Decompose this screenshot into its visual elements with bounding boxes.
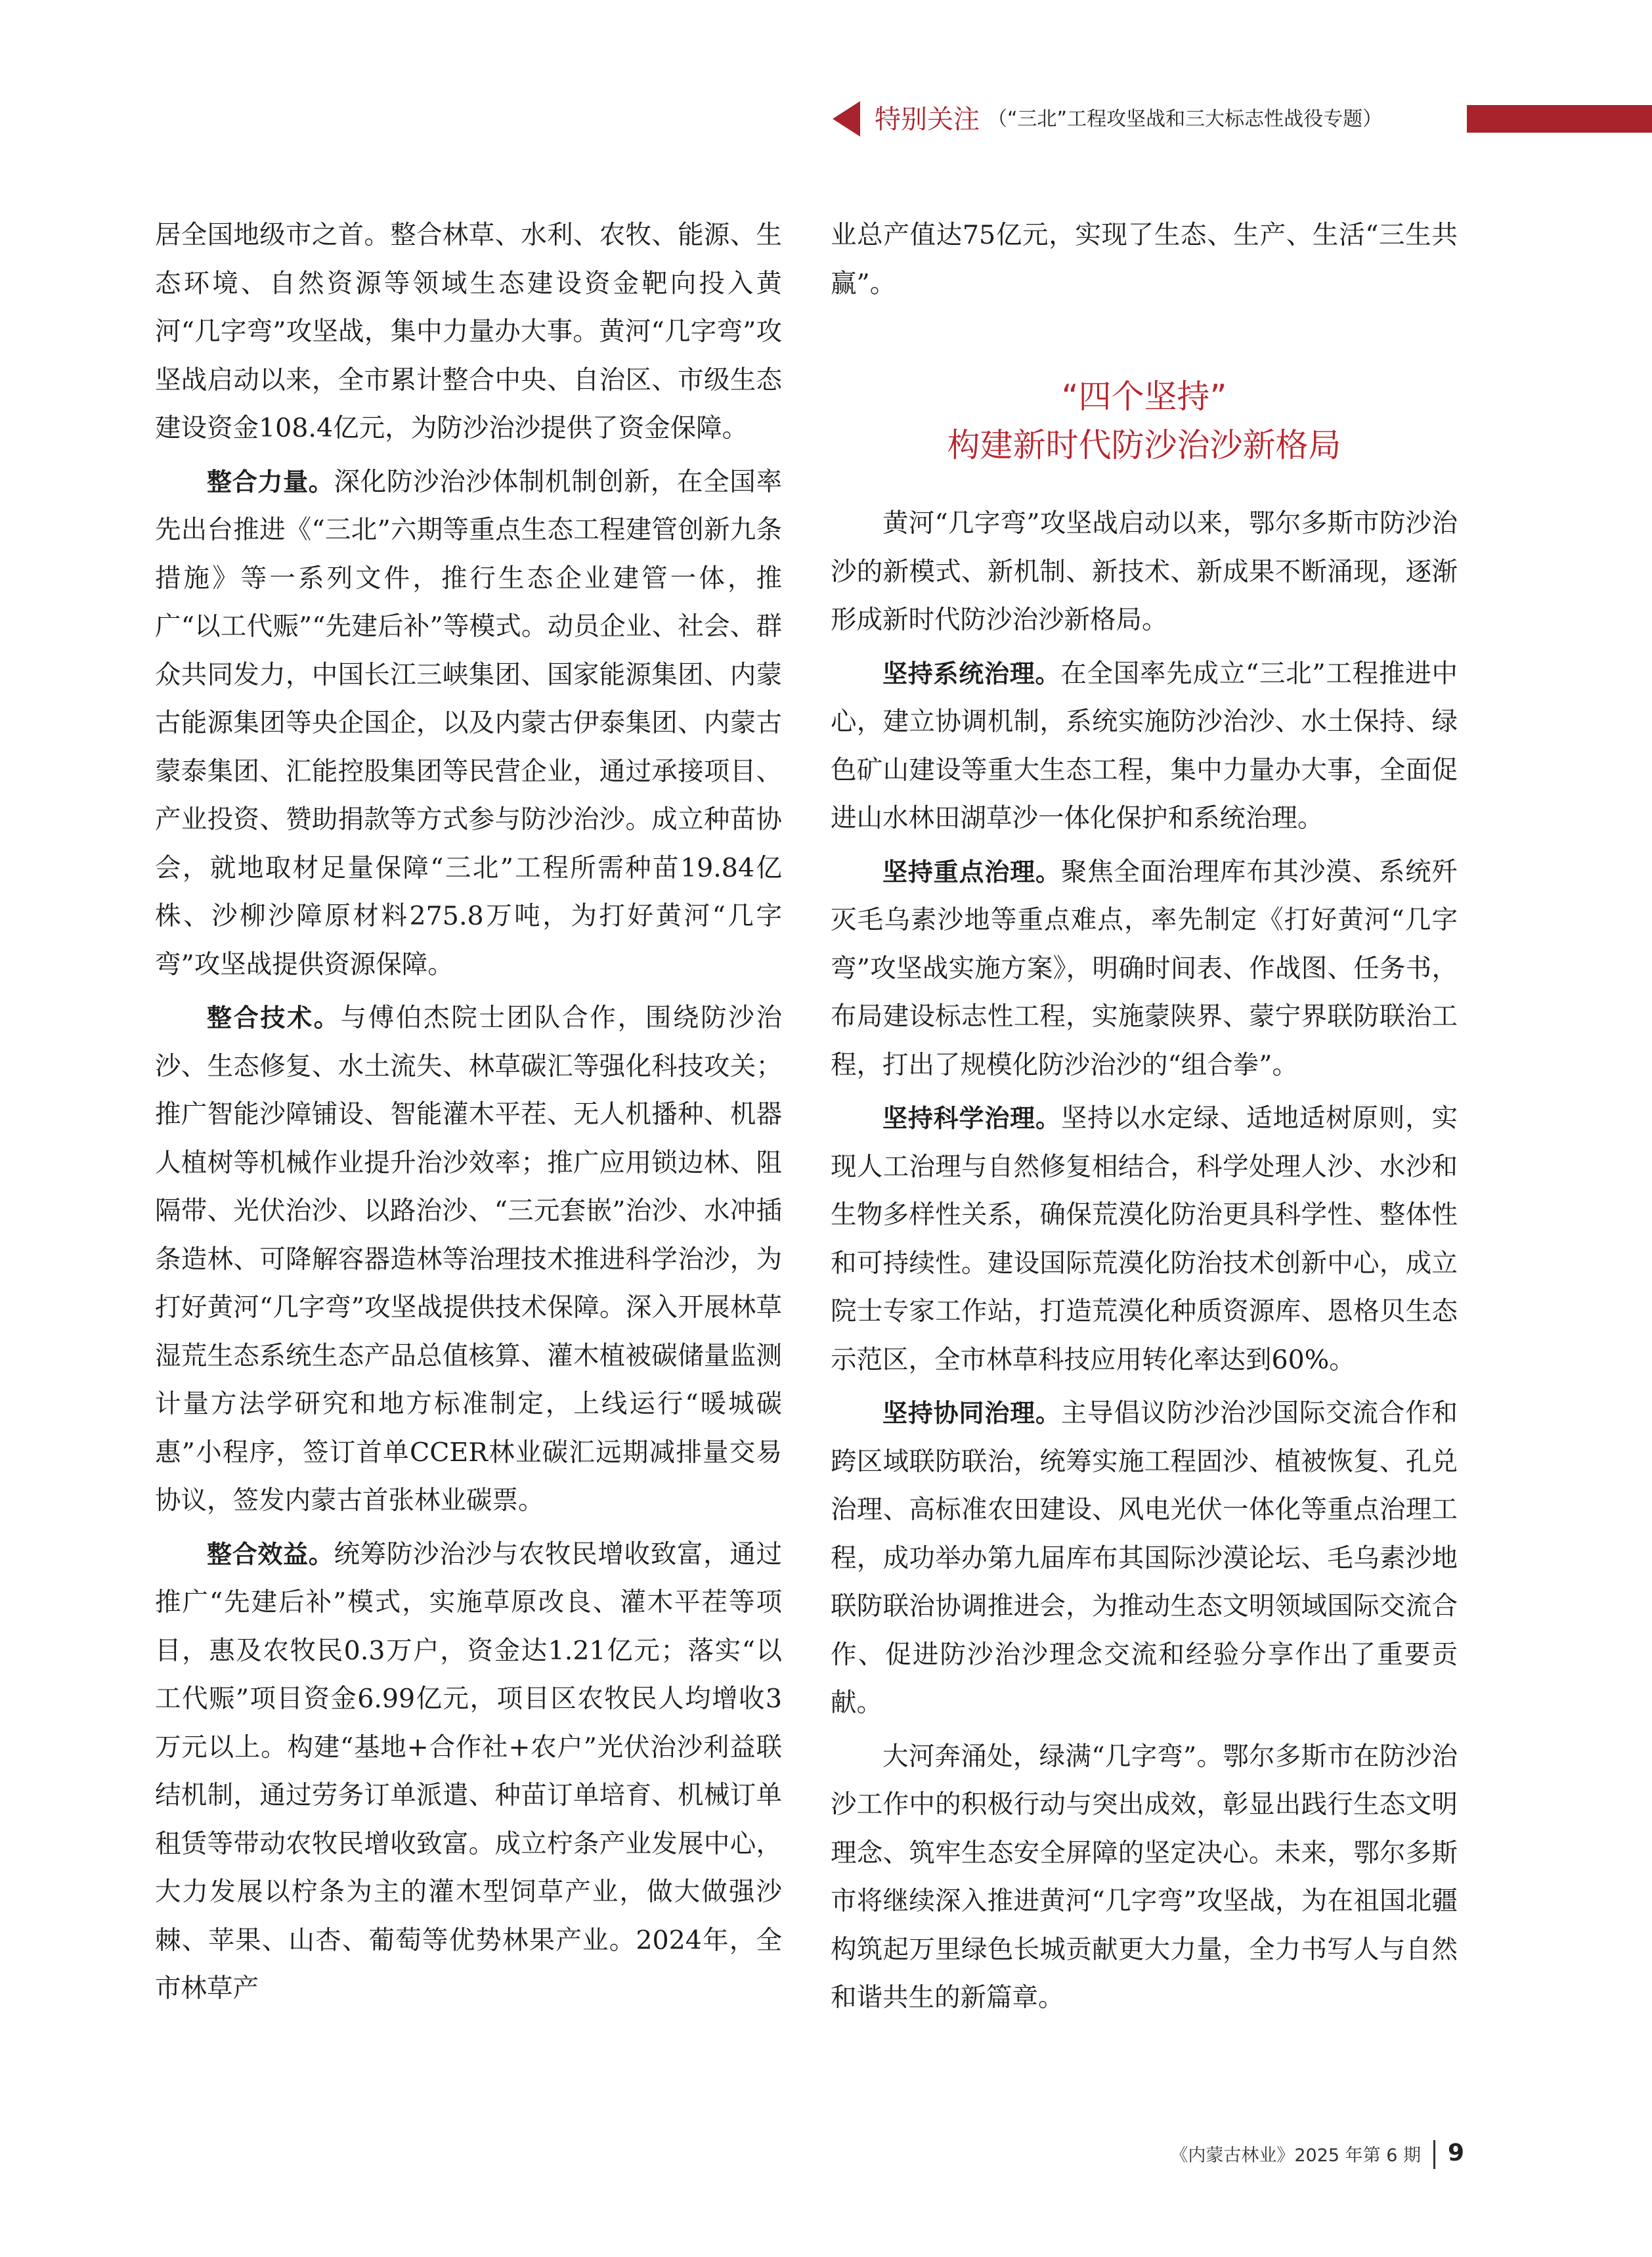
right-column bbox=[831, 211, 1458, 2023]
paragraph bbox=[831, 1733, 1458, 2023]
paragraph-text: 主导倡议防沙治沙国际交流合作和跨区域联防联治，统筹实施工程固沙、植被恢复、孔兑治理、高标准农田建设、风电光伏一体化等重点治理工程，成功举办第九届库布其国际沙漠论坛、毛乌素沙地联防联治协调推进会，为推动生态文明领域国际交流合作、促进防沙治沙理念交流和经验分享作出了重要贡献。 bbox=[831, 1398, 1458, 1718]
footer-journal: 《内蒙古林业》2025 年第 6 期 bbox=[1170, 2145, 1421, 2166]
paragraph-lead: 坚持协同治理。 bbox=[882, 1399, 1061, 1428]
page-number: 9 bbox=[1447, 2139, 1464, 2166]
paragraph bbox=[831, 500, 1458, 645]
footer-divider bbox=[1433, 2140, 1435, 2169]
paragraph-text: 在全国率先成立“三北”工程推进中心，建立协调机制，系统实施防沙治沙、水土保持、绿色矿山建设等重大生态工程，集中力量办大事，全面促进山水林田湖草沙一体化保护和系统治理。 bbox=[831, 658, 1458, 833]
paragraph-text: 居全国地级市之首。整合林草、水利、农牧、能源、生态环境、自然资源等领域生态建设资金靶向投入黄河“几字弯”攻坚战，集中力量办大事。黄河“几字弯”攻坚战启动以来，全市累计整合中央、自治区、市级生态建设资金108.4亿元，为防沙治沙提供了资金保障。 bbox=[155, 220, 782, 443]
section-title-line: 构建新时代防沙治沙新格局 bbox=[947, 426, 1341, 464]
paragraph bbox=[155, 1531, 782, 2013]
header-rule bbox=[1467, 105, 1652, 133]
section-title-line: “四个坚持” bbox=[1061, 378, 1227, 416]
paragraph-lead: 坚持重点治理。 bbox=[882, 857, 1061, 887]
paragraph-text: 统筹防沙治沙与农牧民增收致富，通过推广“先建后补”模式，实施草原改良、灌木平茬等项目，惠及农牧民0.3万户，资金达1.21亿元；落实“以工代赈”项目资金6.99亿元，项目区农牧民人均增收3万元以上。构建“基地+合作社+农户”光伏治沙利益联结机制，通过劳务订单派遣、种苗订单培育、机械订单租赁等带动农牧民增收致富。成立柠条产业发展中心，大力发展以柠条为主的灌木型饲草产业，做大做强沙棘、苹果、山杏、葡萄等优势林果产业。2024年，全市林草产 bbox=[155, 1539, 782, 2004]
paragraph bbox=[155, 211, 782, 453]
paragraph-lead: 整合技术。 bbox=[207, 1003, 341, 1032]
paragraph-text: 黄河“几字弯”攻坚战启动以来，鄂尔多斯市防沙治沙的新模式、新机制、新技术、新成果不断涌现，逐渐形成新时代防沙治沙新格局。 bbox=[831, 508, 1458, 635]
paragraph-text: 坚持以水定绿、适地适树原则，实现人工治理与自然修复相结合，科学处理人沙、水沙和生物多样性关系，确保荒漠化防治更具科学性、整体性和可持续性。建设国际荒漠化防治技术创新中心，成立院士专家工作站，打造荒漠化种质资源库、恩格贝生态示范区，全市林草科技应用转化率达到60%。 bbox=[831, 1103, 1458, 1375]
paragraph-lead: 整合力量。 bbox=[207, 467, 334, 496]
paragraph bbox=[155, 458, 782, 990]
paragraph bbox=[831, 1095, 1458, 1384]
paragraph-text: 聚焦全面治理库布其沙漠、系统歼灭毛乌素沙地等重点难点，率先制定《打好黄河“几字弯”攻坚战实施方案》，明确时间表、作战图、任务书，布局建设标志性工程，实施蒙陕界、蒙宁界联防联治工程，打出了规模化防沙治沙的“组合拳”。 bbox=[831, 856, 1458, 1080]
page-footer bbox=[1116, 2136, 1484, 2176]
paragraph-text: 深化防沙治沙体制机制创新，在全国率先出台推进《“三北”六期等重点生态工程建管创新九条措施》等一系列文件，推行生态企业建管一体，推广“以工代赈”“先建后补”等模式。动员企业、社会、群众共同发力，中国长江三峡集团、国家能源集团、内蒙古能源集团等央企国企，以及内蒙古伊泰集团、内蒙古蒙泰集团、汇能控股集团等民营企业，通过承接项目、产业投资、赞助捐款等方式参与防沙治沙。成立种苗协会，就地取材足量保障“三北”工程所需种苗19.84亿株、沙柳沙障原材料275.8万吨，为打好黄河“几字弯”攻坚战提供资源保障。 bbox=[155, 466, 782, 980]
left-column bbox=[155, 211, 782, 2013]
paragraph bbox=[831, 650, 1458, 843]
paragraph bbox=[155, 994, 782, 1525]
paragraph-lead: 整合效益。 bbox=[207, 1539, 334, 1569]
header-subtitle: （“三北”工程攻坚战和三大标志性战役专题） bbox=[988, 108, 1383, 131]
paragraph-lead: 坚持科学治理。 bbox=[882, 1104, 1061, 1133]
paragraph-text: 与傅伯杰院士团队合作，围绕防沙治沙、生态修复、水土流失、林草碳汇等强化科技攻关；推广智能沙障铺设、智能灌木平茬、无人机播种、机器人植树等机械作业提升治沙效率；推广应用锁边林、阻隔带、光伏治沙、以路治沙、“三元套嵌”治沙、水冲插条造林、可降解容器造林等治理技术推进科学治沙，为打好黄河“几字弯”攻坚战提供技术保障。深入开展林草湿荒生态系统生态产品总值核算、灌木植被碳储量监测计量方法学研究和地方标准制定，上线运行“暖城碳惠”小程序，签订首单CCER林业碳汇远期减排量交易协议，签发内蒙古首张林业碳票。 bbox=[155, 1003, 782, 1516]
paragraph-lead: 坚持系统治理。 bbox=[882, 659, 1061, 688]
paragraph-text: 大河奔涌处，绿满“几字弯”。鄂尔多斯市在防沙治沙工作中的积极行动与突出成效，彰显出践行生态文明理念、筑牢生态安全屏障的坚定决心。未来，鄂尔多斯市将继续深入推进黄河“几字弯”攻坚战，为在祖国北疆构筑起万里绿色长城贡献更大力量，全力书写人与自然和谐共生的新篇章。 bbox=[831, 1741, 1458, 2013]
paragraph: 业总产值达75亿元，实现了生态、生产、生活“三生共赢”。 bbox=[831, 220, 1458, 299]
paragraph bbox=[831, 848, 1458, 1090]
paragraph bbox=[831, 1390, 1458, 1728]
header-kicker: 特别关注 bbox=[875, 104, 980, 135]
running-header bbox=[833, 99, 1652, 141]
section-title bbox=[831, 372, 1458, 470]
header-arrow-icon bbox=[833, 101, 860, 137]
